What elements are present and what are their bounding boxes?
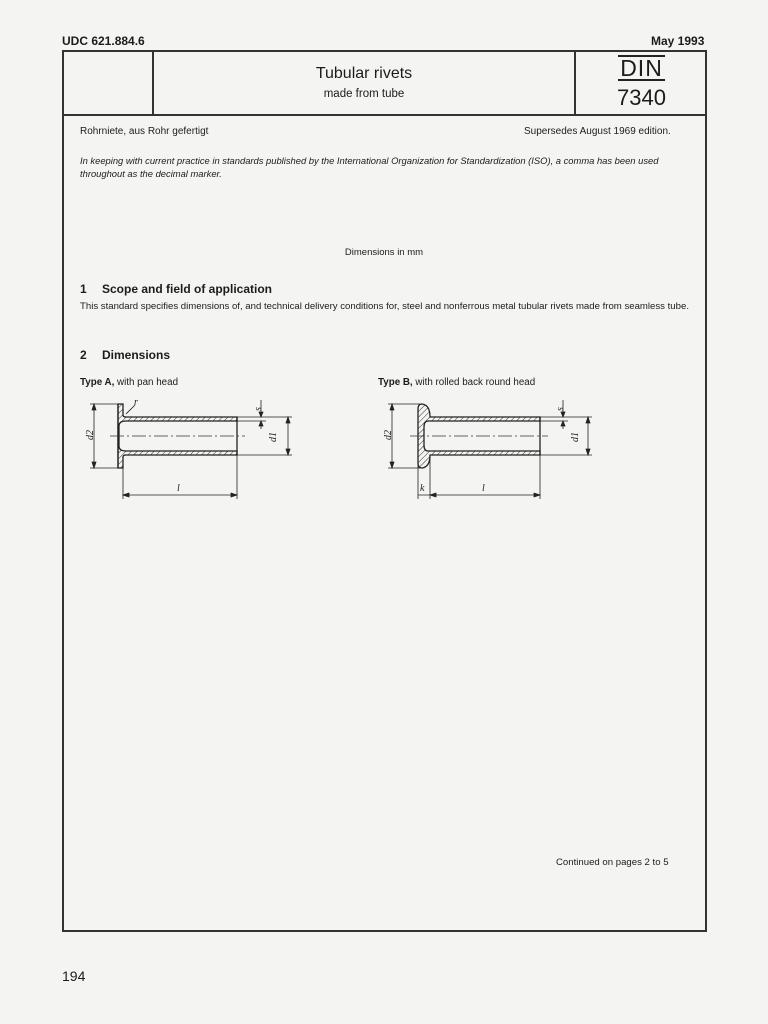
label-l-b: l	[482, 483, 485, 494]
label-d2-b: d2	[383, 430, 394, 440]
section-2-title: Dimensions	[102, 348, 171, 362]
label-d1: d1	[268, 432, 279, 442]
section-1-number: 1	[80, 282, 87, 296]
label-k: k	[420, 483, 425, 494]
type-a-rivet-drawing	[80, 395, 310, 505]
label-l: l	[177, 483, 180, 494]
document-title: Tubular rivets	[315, 65, 413, 82]
label-r: r	[134, 397, 138, 408]
section-2-number: 2	[80, 348, 87, 362]
type-b-label	[378, 377, 535, 388]
din-number: 7340	[617, 85, 666, 110]
section-1-heading	[80, 282, 272, 296]
udc-code: UDC 621.884.6	[62, 34, 145, 48]
type-b-name: Type B,	[378, 377, 413, 388]
dimensions-note: Dimensions in mm	[344, 247, 424, 258]
page-number: 194	[62, 968, 86, 984]
label-s: s	[253, 407, 264, 411]
type-b-rivet-drawing	[378, 395, 608, 505]
din-logo-text: DIN	[620, 55, 663, 81]
german-title: Rohrniete, aus Rohr gefertigt	[80, 126, 209, 137]
section-2-heading	[80, 348, 170, 362]
supersedes-note: Supersedes August 1969 edition.	[524, 126, 671, 137]
type-a-label	[80, 377, 178, 388]
header-title-cell	[152, 50, 576, 116]
document-subtitle: made from tube	[323, 88, 405, 100]
decimal-marker-note: In keeping with current practice in standards published by the International Organization for Standardization (ISO), a comma has been used throughout as the decimal marker.	[80, 155, 659, 179]
label-s-b: s	[555, 407, 566, 411]
publication-date: May 1993	[651, 34, 705, 48]
section-1-title: Scope and field of application	[102, 282, 273, 296]
header-din-cell	[574, 50, 707, 116]
type-a-name: Type A,	[80, 377, 115, 388]
label-d2: d2	[85, 430, 96, 440]
header-blank-cell	[62, 50, 154, 116]
continued-note: Continued on pages 2 to 5	[556, 857, 669, 868]
label-d1-b: d1	[570, 432, 581, 442]
din-logo	[576, 55, 707, 82]
type-a-desc: with pan head	[114, 377, 179, 388]
section-1-body: This standard specifies dimensions of, and technical delivery conditions for, steel and nonferrous metal tubular rivets made from seamless tube.	[80, 301, 689, 312]
type-b-desc: with rolled back round head	[412, 377, 536, 388]
